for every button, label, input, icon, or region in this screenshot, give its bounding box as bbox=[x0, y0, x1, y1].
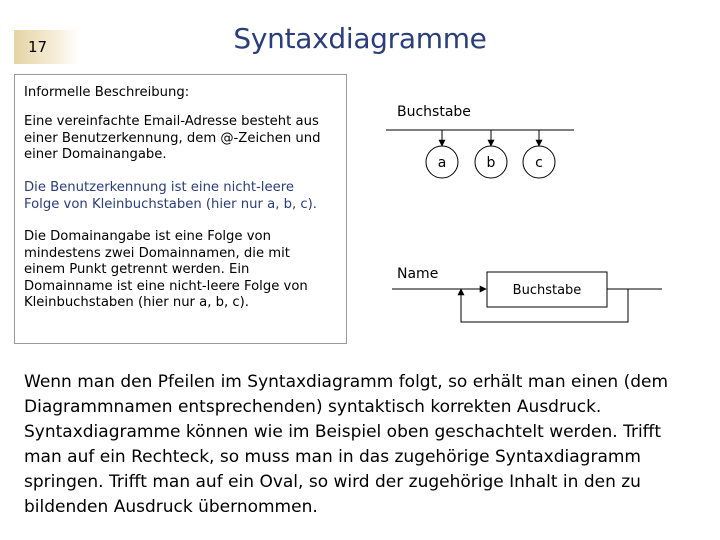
summary-line: Diagrammnamen entsprechenden) syntaktisch korrekten Ausdruck. bbox=[24, 397, 602, 417]
option-b-label: b bbox=[486, 155, 496, 171]
buchstabe-box-label: Buchstabe bbox=[512, 283, 582, 298]
info-line: Die Domainangabe ist eine Folge von bbox=[24, 229, 271, 244]
summary-line: man auf ein Rechteck, so muss man in das zugehörige Syntaxdiagramm bbox=[24, 447, 641, 467]
option-c-label: c bbox=[535, 155, 543, 171]
info-line: Kleinbuchstaben (hier nur a, b, c). bbox=[24, 295, 249, 310]
info-line: einer Benutzerkennung, dem @-Zeichen und bbox=[24, 130, 321, 146]
summary-text bbox=[24, 370, 704, 520]
summary-line: springen. Trifft man auf ein Oval, so wird der zugehörige Inhalt in den zu bbox=[24, 472, 641, 492]
info-line: Eine vereinfachte Email-Adresse besteht aus bbox=[24, 114, 319, 129]
summary-line: Syntaxdiagramme können wie im Beispiel oben geschachtelt werden. Trifft bbox=[24, 422, 662, 442]
name-diagram-name: Name bbox=[397, 266, 439, 282]
buchstabe-diagram bbox=[386, 104, 574, 178]
buchstabe-diagram-name: Buchstabe bbox=[397, 104, 471, 120]
info-line: Domainname ist eine nicht-leere Folge von bbox=[24, 278, 308, 294]
slide-title: Syntaxdiagramme bbox=[233, 22, 487, 55]
summary-line: Wenn man den Pfeilen im Syntaxdiagramm folgt, so erhält man einen (dem bbox=[24, 372, 669, 392]
info-line: einer Domainangabe. bbox=[24, 147, 167, 162]
option-a-label: a bbox=[437, 155, 447, 171]
info-line: Folge von Kleinbuchstaben (hier nur a, b, c). bbox=[24, 196, 317, 212]
summary-line: bildenden Ausdruck übernommen. bbox=[24, 497, 318, 517]
info-line: Die Benutzerkennung ist eine nicht-leere bbox=[24, 180, 294, 195]
slide-number: 17 bbox=[28, 38, 48, 56]
info-line: einem Punkt getrennt werden. Ein bbox=[24, 262, 250, 277]
info-line: mindestens zwei Domainnamen, die mit bbox=[24, 245, 290, 261]
name-diagram bbox=[392, 266, 662, 322]
info-heading: Informelle Beschreibung: bbox=[24, 85, 190, 100]
